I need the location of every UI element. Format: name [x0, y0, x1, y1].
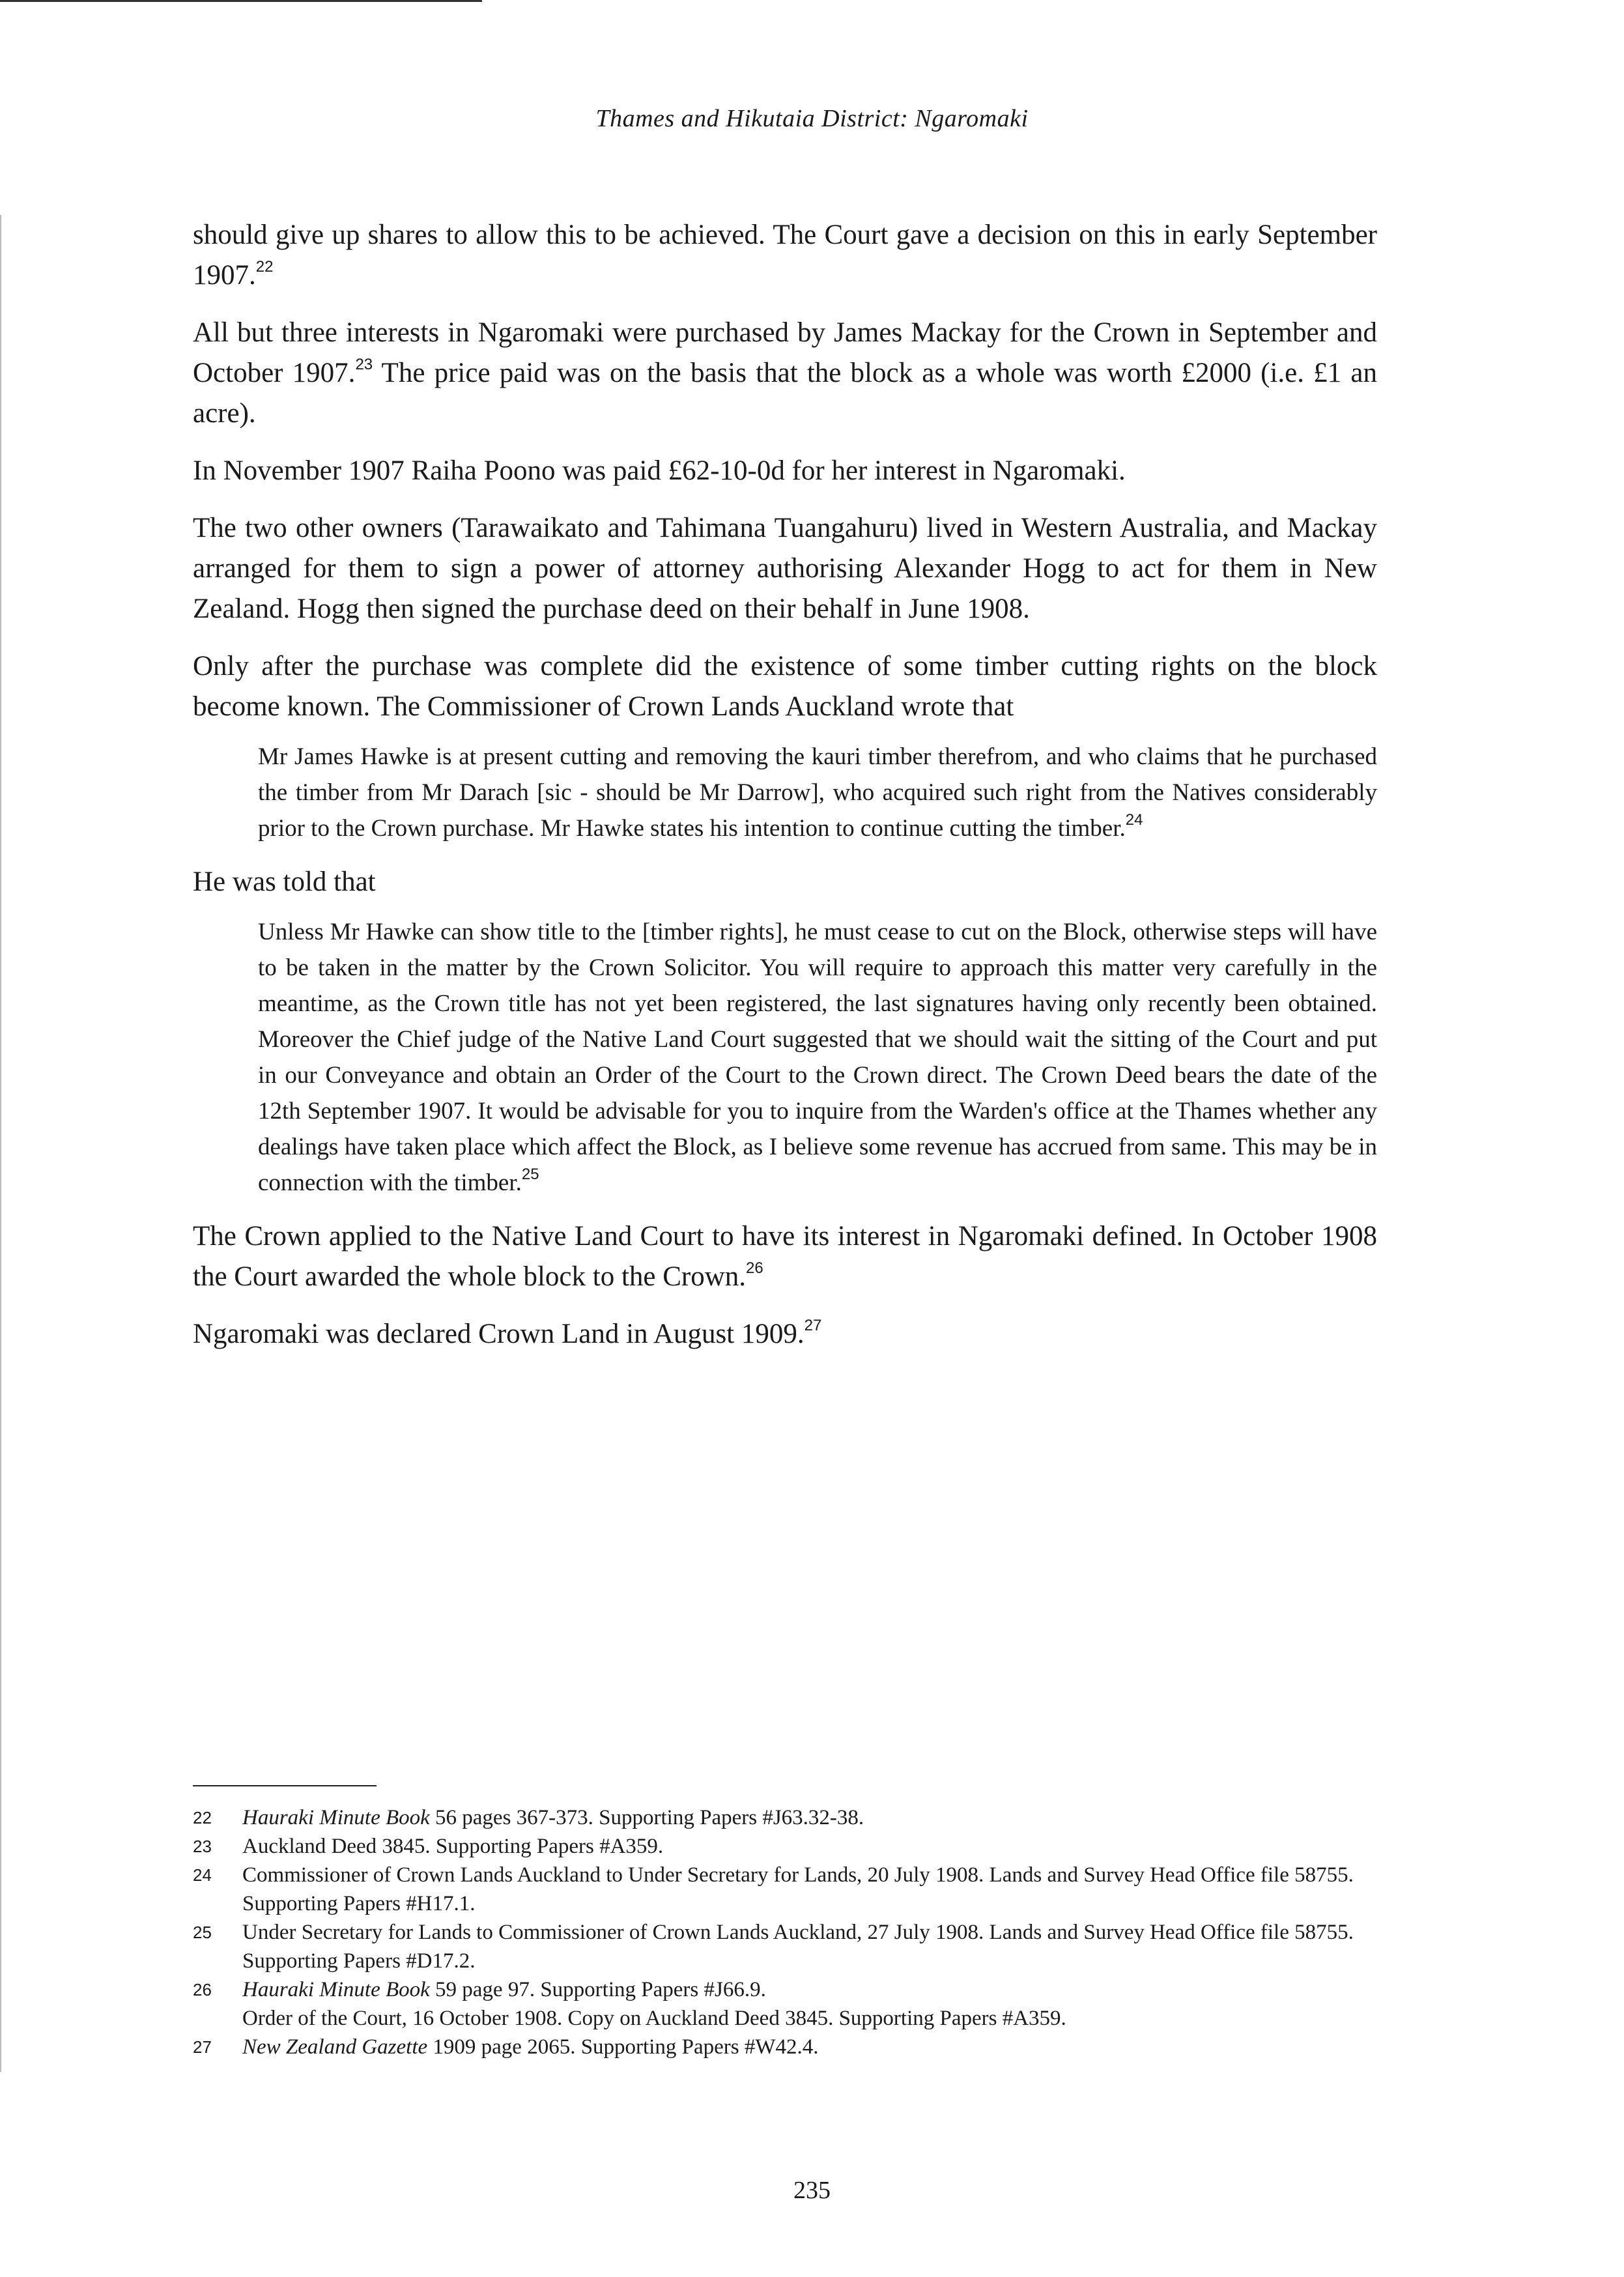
- paragraph-1: [193, 215, 1377, 296]
- footnote-text-line-2: Order of the Court, 16 October 1908. Copy on Auckland Deed 3845. Supporting Papers #A359.: [242, 2007, 1066, 2030]
- footnote-26: [193, 1975, 1377, 2033]
- paragraph-6-text: He was told that: [193, 866, 376, 897]
- footnote-ref-24[interactable]: 24: [1125, 810, 1143, 829]
- footnotes: [193, 1803, 1377, 2061]
- footnote-number: 22: [193, 1808, 212, 1827]
- paragraph-3-text: In November 1907 Raiha Poono was paid £62-10-0d for her interest in Ngaromaki.: [193, 455, 1126, 486]
- footnote-text: Under Secretary for Lands to Commissioner of Crown Lands Auckland, 27 July 1908. Lands and Survey Head Office file 58755. Supporting Papers #D17.2.: [242, 1921, 1354, 1973]
- top-edge-rule: [0, 0, 482, 2]
- footnote-22: [193, 1803, 1377, 1832]
- footnote-number: 25: [193, 1923, 212, 1942]
- footnote-ref-22[interactable]: 22: [255, 257, 274, 276]
- paragraph-2: [193, 313, 1377, 434]
- footnote-23: [193, 1832, 1377, 1861]
- paragraph-4: [193, 508, 1377, 629]
- footnote-ref-27[interactable]: 27: [804, 1316, 822, 1334]
- paragraph-7-text: The Crown applied to the Native Land Court to have its interest in Ngaromaki defined. In October 1908 the Court awarded the whole block to the Crown.: [193, 1221, 1377, 1292]
- paragraph-8: [193, 1314, 1377, 1354]
- footnote-25: [193, 1918, 1377, 1975]
- block-quote-1-text: Mr James Hawke is at present cutting and removing the kauri timber therefrom, and who claims that he purchased the timber from Mr Darach [sic - should be Mr Darrow], who acquired such right from the Natives considerably prior to the Crown purchase. Mr Hawke states his intention to continue cutting the timber.: [258, 743, 1377, 842]
- footnote-ref-23[interactable]: 23: [355, 355, 373, 373]
- paragraph-6: [193, 862, 1377, 902]
- footnote-27: [193, 2033, 1377, 2061]
- left-margin-line: [0, 215, 1, 2072]
- running-header: Thames and Hikutaia District: Ngaromaki: [595, 105, 1029, 132]
- footnote-source-title: Hauraki Minute Book: [242, 1806, 430, 1829]
- paragraph-2-text-b: The price paid was on the basis that the block as a whole was worth £2000 (i.e. £1 an acre).: [193, 358, 1377, 429]
- paragraph-3: [193, 451, 1377, 491]
- paragraph-8-text: Ngaromaki was declared Crown Land in August 1909.: [193, 1319, 805, 1349]
- footnote-source-title: Hauraki Minute Book: [242, 1978, 430, 2001]
- footnote-text: Commissioner of Crown Lands Auckland to Under Secretary for Lands, 20 July 1908. Lands and Survey Head Office file 58755. Supporting Papers #H17.1.: [242, 1863, 1354, 1915]
- footnote-text: Auckland Deed 3845. Supporting Papers #A359.: [242, 1835, 664, 1858]
- footnote-number: 27: [193, 2037, 212, 2057]
- paragraph-1-text: should give up shares to allow this to be achieved. The Court gave a decision on this in early September 1907.: [193, 220, 1377, 291]
- footnote-source-title: New Zealand Gazette: [242, 2035, 428, 2059]
- block-quote-2-text: Unless Mr Hawke can show title to the [timber rights], he must cease to cut on the Block, otherwise steps will have to be taken in the matter by the Crown Solicitor. You will require to approach this matter very carefully in the meantime, as the Crown title has not yet been registered, the last signatures having only recently been obtained. Moreover the Chief judge of the Native Land Court suggested that we should wait the sitting of the Court and put in our Conveyance and obtain an Order of the Court to the Crown direct. The Crown Deed bears the date of the 12th September 1907. It would be advisable for you to inquire from the Warden's office at the Thames whether any dealings have taken place which affect the Block, as I believe some revenue has accrued from same. This may be in connection with the timber.: [258, 919, 1377, 1196]
- footnote-ref-25[interactable]: 25: [521, 1165, 539, 1183]
- footnote-text: 56 pages 367-373. Supporting Papers #J63.32-38.: [429, 1806, 864, 1829]
- paragraph-4-text: The two other owners (Tarawaikato and Tahimana Tuangahuru) lived in Western Australia, and Mackay arranged for them to sign a power of attorney authorising Alexander Hogg to act for them in New Zealand. Hogg then signed the purchase deed on their behalf in June 1908.: [193, 513, 1377, 624]
- footnote-text: 1909 page 2065. Supporting Papers #W42.4.: [427, 2035, 819, 2059]
- paragraph-5: [193, 646, 1377, 727]
- paragraph-2-text-a: All but three interests in Ngaromaki were purchased by James Mackay for the Crown in September and October 1907.: [193, 317, 1377, 388]
- page-number: 235: [793, 2177, 831, 2204]
- block-quote-2: [258, 914, 1377, 1201]
- footnote-24: [193, 1861, 1377, 1918]
- main-text: [193, 215, 1377, 1371]
- footnote-number: 24: [193, 1865, 212, 1885]
- block-quote-1: [258, 739, 1377, 846]
- footnote-ref-26[interactable]: 26: [746, 1259, 763, 1277]
- footnote-number: 23: [193, 1837, 212, 1856]
- paragraph-5-text: Only after the purchase was complete did the existence of some timber cutting rights on the block become known. The Commissioner of Crown Lands Auckland wrote that: [193, 651, 1377, 722]
- paragraph-7: [193, 1216, 1377, 1297]
- footnote-text: 59 page 97. Supporting Papers #J66.9.: [429, 1978, 766, 2001]
- footnote-separator: [193, 1785, 377, 1786]
- footnote-number: 26: [193, 1980, 212, 1999]
